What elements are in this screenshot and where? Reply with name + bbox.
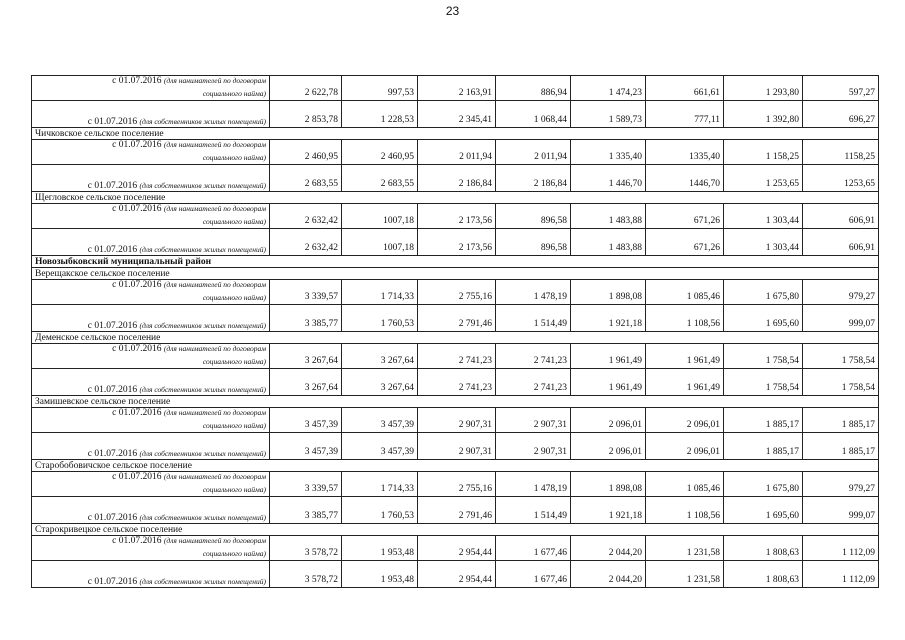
row-label-tenants (32, 408, 270, 433)
value-cell: 3 385,77 (270, 305, 342, 332)
table-row (32, 101, 879, 128)
value-cell: 2 632,42 (270, 229, 342, 256)
value-cell: 1 677,46 (496, 536, 571, 561)
value-cell: 1 228,53 (342, 101, 418, 128)
value-cell: 2 460,95 (270, 140, 342, 165)
value-cell: 2 683,55 (342, 165, 418, 192)
effective-date: с 01.07.2016 (112, 140, 162, 150)
value-cell: 1 158,25 (724, 140, 803, 165)
owner-note: (для собственников жилых помещений) (139, 385, 266, 394)
effective-date: с 01.07.2016 (112, 536, 162, 546)
tenant-note-cont: социального найма) (202, 217, 266, 226)
table-row (32, 536, 879, 561)
value-cell: 1 808,63 (724, 536, 803, 561)
table-row (32, 497, 879, 524)
settlement-title: Чичковское сельское поселение (32, 128, 879, 140)
value-cell: 3 267,64 (270, 369, 342, 396)
value-cell: 2 907,31 (496, 408, 571, 433)
row-label-owners (32, 229, 270, 256)
value-cell: 1446,70 (646, 165, 724, 192)
table-row (32, 229, 879, 256)
row-label-tenants (32, 280, 270, 305)
value-cell: 2 632,42 (270, 204, 342, 229)
tenant-note: (для нанимателей по договорам (163, 344, 266, 353)
value-cell: 606,91 (803, 204, 879, 229)
table-row (32, 305, 879, 332)
row-label-owners (32, 165, 270, 192)
value-cell: 1 589,73 (571, 101, 646, 128)
tenant-note-cont: социального найма) (202, 549, 266, 558)
value-cell: 1 446,70 (571, 165, 646, 192)
value-cell: 896,58 (496, 204, 571, 229)
value-cell: 1007,18 (342, 204, 418, 229)
value-cell: 3 339,57 (270, 472, 342, 497)
table-row (32, 165, 879, 192)
value-cell: 1 921,18 (571, 305, 646, 332)
value-cell: 1 483,88 (571, 229, 646, 256)
tenant-note-cont: социального найма) (202, 153, 266, 162)
owner-note: (для собственников жилых помещений) (139, 245, 266, 254)
owner-note: (для собственников жилых помещений) (139, 449, 266, 458)
table-row (32, 408, 879, 433)
value-cell: 1 231,58 (646, 561, 724, 588)
value-cell: 2 186,84 (418, 165, 496, 192)
value-cell: 1 293,80 (724, 76, 803, 101)
value-cell: 1 898,08 (571, 280, 646, 305)
value-cell: 3 457,39 (342, 408, 418, 433)
value-cell: 1 335,40 (571, 140, 646, 165)
owner-note: (для собственников жилых помещений) (139, 513, 266, 522)
value-cell: 2 683,55 (270, 165, 342, 192)
value-cell: 1007,18 (342, 229, 418, 256)
table-row (32, 268, 879, 280)
settlement-title: Замишевское сельское поселение (32, 396, 879, 408)
owner-note: (для собственников жилых помещений) (139, 577, 266, 586)
table-row (32, 433, 879, 460)
effective-date: с 01.07.2016 (87, 117, 138, 127)
table-row (32, 332, 879, 344)
value-cell: 2 173,56 (418, 204, 496, 229)
settlement-title: Щегловское сельское поселение (32, 192, 879, 204)
effective-date: с 01.07.2016 (87, 577, 138, 587)
value-cell: 2 096,01 (571, 433, 646, 460)
value-cell: 1 758,54 (803, 344, 879, 369)
value-cell: 2 173,56 (418, 229, 496, 256)
settlement-title: Старокривецкое сельское поселение (32, 524, 879, 536)
tenant-note-cont: социального найма) (202, 357, 266, 366)
effective-date: с 01.07.2016 (87, 449, 138, 459)
value-cell: 1 885,17 (803, 408, 879, 433)
value-cell: 1 514,49 (496, 497, 571, 524)
value-cell: 1 953,48 (342, 561, 418, 588)
value-cell: 1 253,65 (724, 165, 803, 192)
value-cell: 3 267,64 (342, 344, 418, 369)
value-cell: 2 044,20 (571, 536, 646, 561)
table-row (32, 524, 879, 536)
value-cell: 1 953,48 (342, 536, 418, 561)
value-cell: 3 578,72 (270, 536, 342, 561)
value-cell: 1 898,08 (571, 472, 646, 497)
value-cell: 2 163,91 (418, 76, 496, 101)
value-cell: 597,27 (803, 76, 879, 101)
value-cell: 1 108,56 (646, 305, 724, 332)
value-cell: 1 108,56 (646, 497, 724, 524)
tenant-note-cont: социального найма) (202, 421, 266, 430)
table-row (32, 128, 879, 140)
owner-note: (для собственников жилых помещений) (139, 321, 266, 330)
value-cell: 1 714,33 (342, 472, 418, 497)
value-cell: 2 460,95 (342, 140, 418, 165)
settlement-title: Верещакское сельское поселение (32, 268, 879, 280)
table-row (32, 280, 879, 305)
value-cell: 2 011,94 (496, 140, 571, 165)
value-cell: 3 385,77 (270, 497, 342, 524)
effective-date: с 01.07.2016 (112, 204, 162, 214)
value-cell: 671,26 (646, 204, 724, 229)
effective-date: с 01.07.2016 (112, 344, 162, 354)
value-cell: 606,91 (803, 229, 879, 256)
tenant-note: (для нанимателей по договорам (163, 76, 266, 85)
tariff-table (31, 75, 879, 588)
table-row (32, 472, 879, 497)
value-cell: 3 578,72 (270, 561, 342, 588)
tenant-note: (для нанимателей по договорам (163, 204, 266, 213)
value-cell: 2 907,31 (418, 433, 496, 460)
settlement-title: Деменское сельское поселение (32, 332, 879, 344)
tenant-note: (для нанимателей по договорам (163, 536, 266, 545)
row-label-tenants (32, 204, 270, 229)
value-cell: 1 303,44 (724, 204, 803, 229)
value-cell: 1 112,09 (803, 561, 879, 588)
value-cell: 1 758,54 (724, 369, 803, 396)
value-cell: 661,61 (646, 76, 724, 101)
row-label-tenants (32, 344, 270, 369)
value-cell: 1158,25 (803, 140, 879, 165)
row-label-owners (32, 369, 270, 396)
row-label-owners (32, 433, 270, 460)
table-row (32, 460, 879, 472)
value-cell: 2 096,01 (646, 433, 724, 460)
value-cell: 1 695,60 (724, 497, 803, 524)
value-cell: 671,26 (646, 229, 724, 256)
value-cell: 1 714,33 (342, 280, 418, 305)
row-label-owners (32, 305, 270, 332)
value-cell: 2 907,31 (418, 408, 496, 433)
value-cell: 1 885,17 (724, 433, 803, 460)
value-cell: 1 483,88 (571, 204, 646, 229)
table-row (32, 204, 879, 229)
value-cell: 2 011,94 (418, 140, 496, 165)
row-label-tenants (32, 472, 270, 497)
effective-date: с 01.07.2016 (87, 513, 138, 523)
value-cell: 1 303,44 (724, 229, 803, 256)
value-cell: 1 961,49 (646, 369, 724, 396)
effective-date: с 01.07.2016 (112, 76, 162, 86)
value-cell: 886,94 (496, 76, 571, 101)
value-cell: 1 961,49 (571, 344, 646, 369)
value-cell: 1253,65 (803, 165, 879, 192)
value-cell: 1 961,49 (646, 344, 724, 369)
value-cell: 2 096,01 (571, 408, 646, 433)
table-row (32, 561, 879, 588)
value-cell: 1 231,58 (646, 536, 724, 561)
value-cell: 1335,40 (646, 140, 724, 165)
value-cell: 1 760,53 (342, 497, 418, 524)
value-cell: 1 961,49 (571, 369, 646, 396)
value-cell: 1 758,54 (803, 369, 879, 396)
effective-date: с 01.07.2016 (87, 385, 138, 395)
value-cell: 2 755,16 (418, 280, 496, 305)
tenant-note-cont: социального найма) (202, 293, 266, 302)
tenant-note: (для нанимателей по договорам (163, 280, 266, 289)
value-cell: 3 339,57 (270, 280, 342, 305)
value-cell: 2 791,46 (418, 305, 496, 332)
value-cell: 1 514,49 (496, 305, 571, 332)
row-label-owners (32, 101, 270, 128)
value-cell: 2 954,44 (418, 536, 496, 561)
effective-date: с 01.07.2016 (87, 321, 138, 331)
row-label-owners (32, 561, 270, 588)
value-cell: 2 791,46 (418, 497, 496, 524)
table-row (32, 192, 879, 204)
value-cell: 3 267,64 (342, 369, 418, 396)
tenant-note-cont: социального найма) (202, 89, 266, 98)
table-row (32, 256, 879, 268)
value-cell: 1 675,80 (724, 472, 803, 497)
value-cell: 1 921,18 (571, 497, 646, 524)
tenant-note: (для нанимателей по договорам (163, 472, 266, 481)
effective-date: с 01.07.2016 (87, 245, 138, 255)
value-cell: 1 695,60 (724, 305, 803, 332)
value-cell: 3 457,39 (342, 433, 418, 460)
value-cell: 2 755,16 (418, 472, 496, 497)
value-cell: 2 622,78 (270, 76, 342, 101)
settlement-title: Старобобовичское сельское поселение (32, 460, 879, 472)
row-label-tenants (32, 536, 270, 561)
row-label-tenants (32, 76, 270, 101)
table-row (32, 76, 879, 101)
value-cell: 1 068,44 (496, 101, 571, 128)
value-cell: 997,53 (342, 76, 418, 101)
value-cell: 979,27 (803, 280, 879, 305)
effective-date: с 01.07.2016 (112, 280, 162, 290)
value-cell: 2 741,23 (496, 344, 571, 369)
value-cell: 2 954,44 (418, 561, 496, 588)
table-row (32, 344, 879, 369)
value-cell: 1 478,19 (496, 472, 571, 497)
value-cell: 3 267,64 (270, 344, 342, 369)
value-cell: 1 760,53 (342, 305, 418, 332)
effective-date: с 01.07.2016 (112, 408, 162, 418)
value-cell: 2 044,20 (571, 561, 646, 588)
value-cell: 2 741,23 (496, 369, 571, 396)
value-cell: 1 085,46 (646, 280, 724, 305)
value-cell: 2 853,78 (270, 101, 342, 128)
value-cell: 1 474,23 (571, 76, 646, 101)
value-cell: 2 096,01 (646, 408, 724, 433)
value-cell: 896,58 (496, 229, 571, 256)
row-label-owners (32, 497, 270, 524)
value-cell: 1 808,63 (724, 561, 803, 588)
value-cell: 777,11 (646, 101, 724, 128)
tenant-note: (для нанимателей по договорам (163, 408, 266, 417)
value-cell: 979,27 (803, 472, 879, 497)
table-row (32, 369, 879, 396)
value-cell: 1 392,80 (724, 101, 803, 128)
value-cell: 2 907,31 (496, 433, 571, 460)
table-row (32, 140, 879, 165)
value-cell: 696,27 (803, 101, 879, 128)
value-cell: 3 457,39 (270, 408, 342, 433)
tenant-note-cont: социального найма) (202, 485, 266, 494)
value-cell: 2 741,23 (418, 369, 496, 396)
value-cell: 1 085,46 (646, 472, 724, 497)
value-cell: 999,07 (803, 305, 879, 332)
value-cell: 1 885,17 (803, 433, 879, 460)
row-label-tenants (32, 140, 270, 165)
value-cell: 1 677,46 (496, 561, 571, 588)
value-cell: 1 478,19 (496, 280, 571, 305)
tenant-note: (для нанимателей по договорам (163, 140, 266, 149)
page-number: 23 (445, 4, 460, 18)
table-body (32, 76, 879, 588)
table-row (32, 396, 879, 408)
value-cell: 1 758,54 (724, 344, 803, 369)
effective-date: с 01.07.2016 (112, 472, 162, 482)
value-cell: 999,07 (803, 497, 879, 524)
value-cell: 2 345,41 (418, 101, 496, 128)
value-cell: 1 675,80 (724, 280, 803, 305)
owner-note: (для собственников жилых помещений) (139, 181, 266, 190)
district-title: Новозыбковский муниципальный район (32, 256, 879, 268)
value-cell: 1 112,09 (803, 536, 879, 561)
value-cell: 2 741,23 (418, 344, 496, 369)
value-cell: 2 186,84 (496, 165, 571, 192)
value-cell: 3 457,39 (270, 433, 342, 460)
value-cell: 1 885,17 (724, 408, 803, 433)
effective-date: с 01.07.2016 (87, 181, 138, 191)
owner-note: (для собственников жилых помещений) (139, 117, 266, 126)
